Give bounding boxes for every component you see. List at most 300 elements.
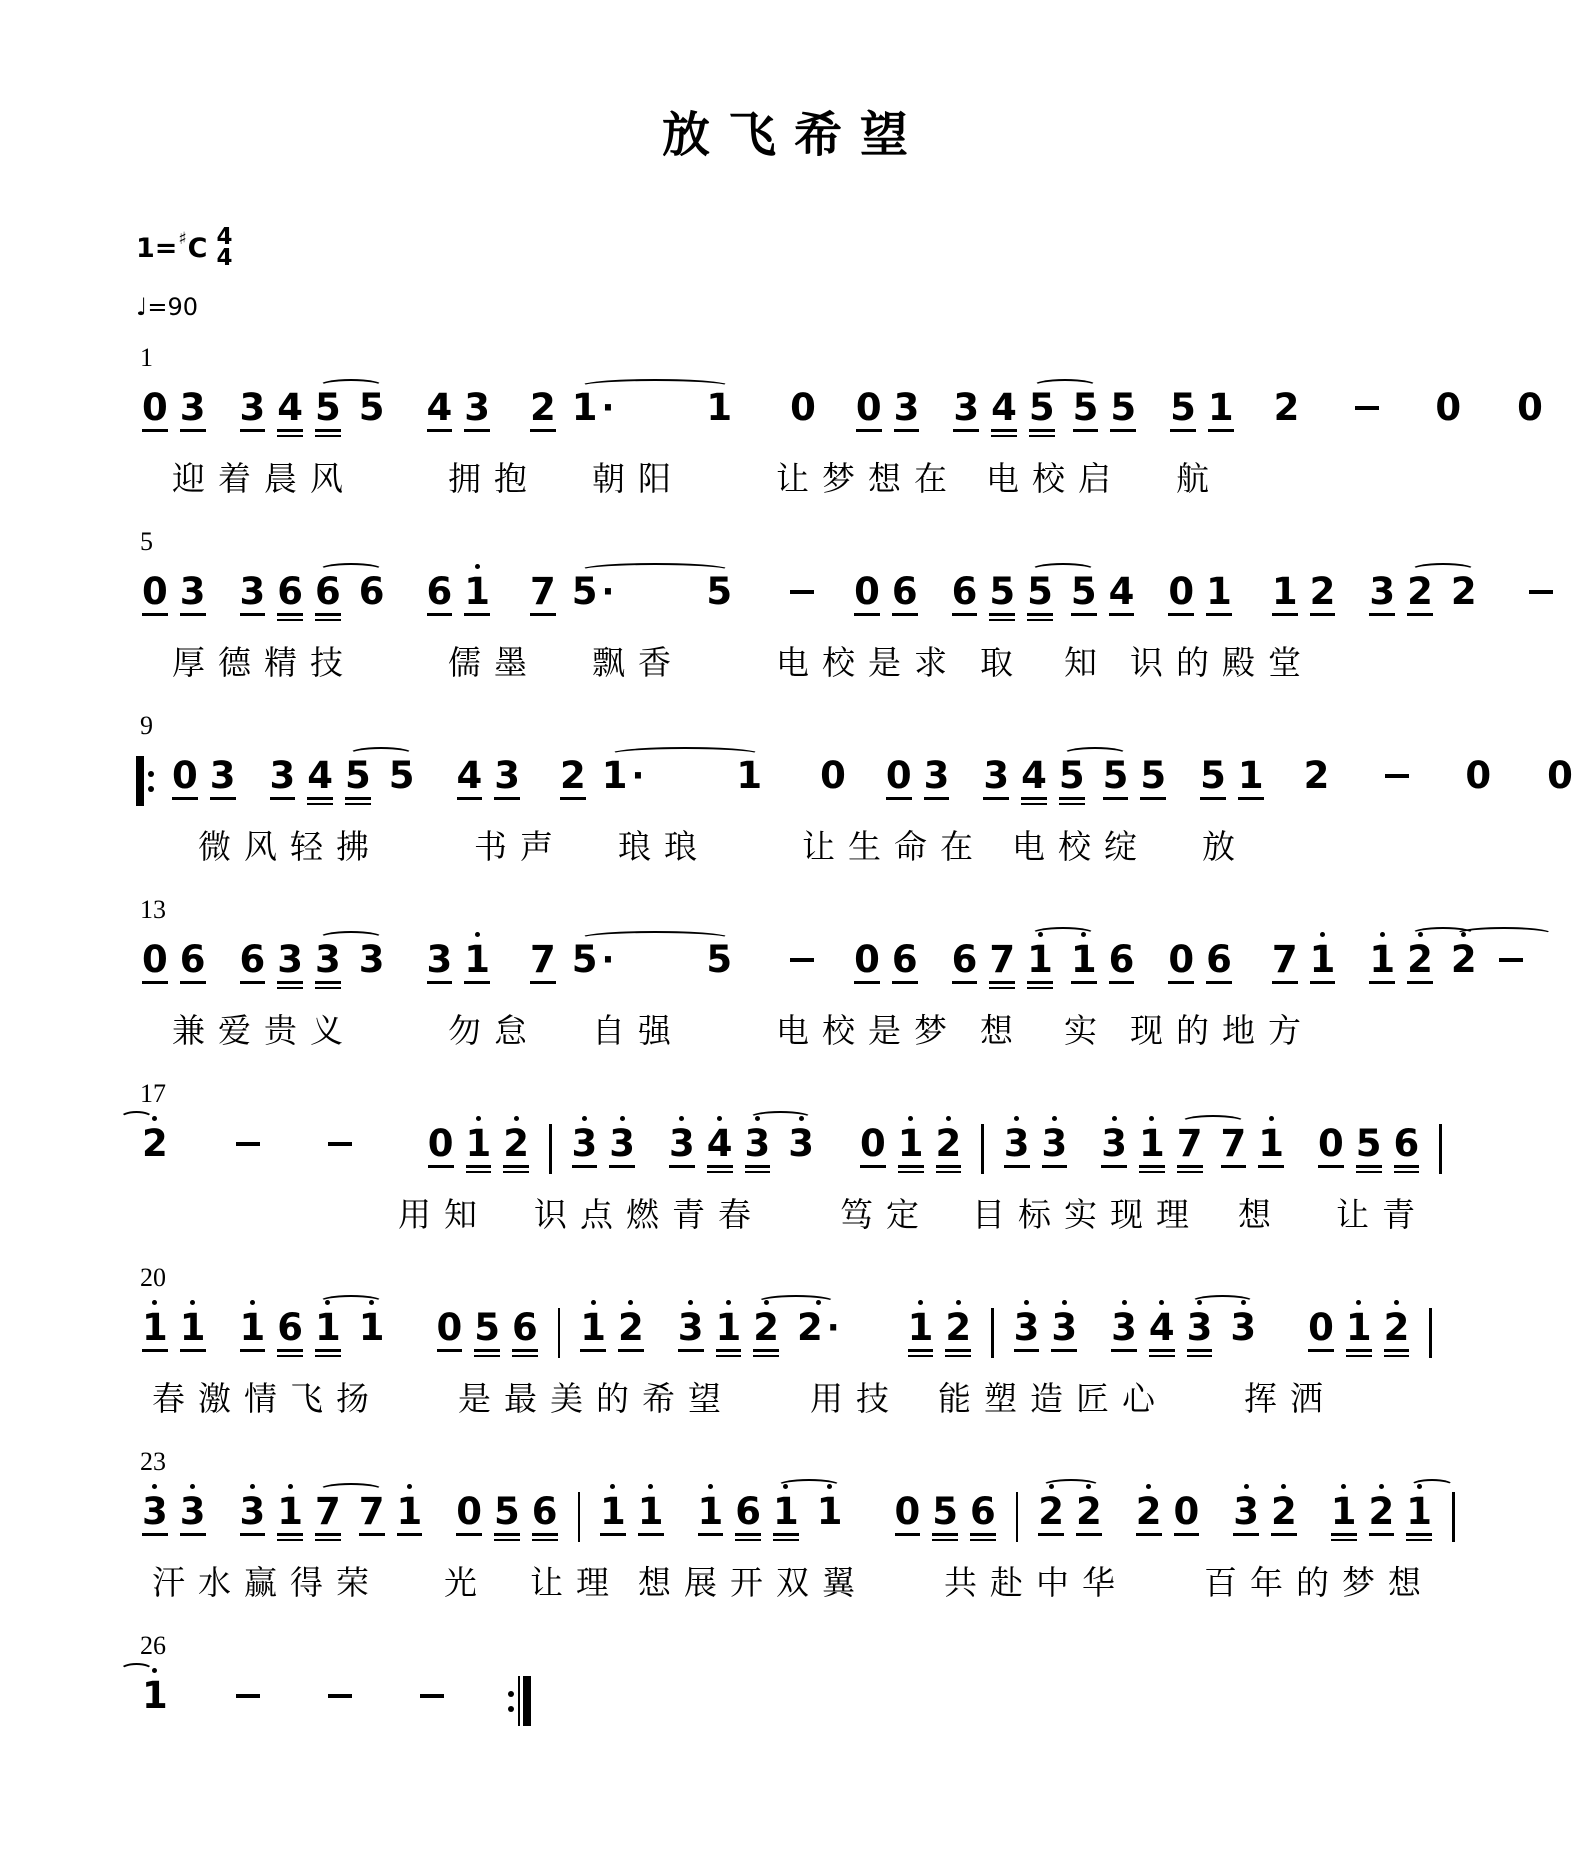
lyric-segment: 兼爱贵义 bbox=[172, 1014, 356, 1051]
note-digit: 0 bbox=[1318, 1122, 1344, 1166]
score-system bbox=[136, 525, 1478, 687]
note bbox=[848, 927, 886, 990]
lyric-segment: 实 bbox=[1064, 1014, 1110, 1051]
thick-barline bbox=[523, 1676, 531, 1726]
beam-underline bbox=[142, 1349, 168, 1352]
beam-zone bbox=[1272, 610, 1298, 622]
beam-underline bbox=[1059, 797, 1085, 800]
beam-underline bbox=[678, 1349, 704, 1352]
note bbox=[391, 1479, 429, 1542]
beam-underline bbox=[494, 1539, 520, 1542]
beam-underline bbox=[1140, 797, 1166, 800]
note-digit: 0 bbox=[142, 386, 168, 430]
note bbox=[450, 1479, 488, 1542]
note-digit: 2 bbox=[945, 1306, 972, 1350]
beam-zone bbox=[600, 1530, 626, 1542]
note-digit: 6 bbox=[951, 938, 978, 982]
beam-zone bbox=[1206, 978, 1232, 990]
note bbox=[1134, 743, 1172, 806]
sheet-music-page bbox=[0, 96, 1588, 1791]
beam-zone bbox=[991, 426, 1017, 438]
beam-underline bbox=[1170, 429, 1196, 432]
beam-underline bbox=[1394, 1165, 1420, 1168]
octave-dot bbox=[190, 1484, 195, 1489]
beam-zone bbox=[359, 426, 385, 438]
beam-underline bbox=[1318, 1165, 1344, 1168]
beam-underline bbox=[1272, 981, 1298, 984]
beam-zone bbox=[1208, 426, 1234, 438]
note bbox=[234, 375, 272, 438]
beam-zone bbox=[970, 1530, 996, 1542]
beam-underline bbox=[1331, 1539, 1357, 1542]
note-digit: 1 bbox=[1207, 386, 1234, 430]
beam-zone bbox=[180, 1346, 206, 1358]
octave-dot bbox=[620, 1116, 625, 1121]
note bbox=[1104, 375, 1142, 438]
note-digit: 5 bbox=[1070, 570, 1097, 614]
octave-dot bbox=[1244, 1484, 1249, 1489]
beam-zone bbox=[142, 1162, 168, 1174]
beam-underline bbox=[512, 1349, 538, 1352]
note-digit: 3 bbox=[893, 386, 920, 430]
note-digit: 0 bbox=[1465, 754, 1492, 798]
note-digit: 3 bbox=[426, 938, 453, 982]
beam-zone bbox=[328, 1146, 352, 1158]
note-digit: 1 bbox=[736, 754, 763, 798]
beam-zone bbox=[1168, 610, 1194, 622]
beam-underline bbox=[745, 1171, 771, 1174]
note-digit: 0 bbox=[1168, 938, 1195, 982]
note bbox=[1511, 375, 1549, 438]
octave-dot bbox=[152, 1300, 157, 1305]
note bbox=[1227, 1479, 1265, 1542]
note bbox=[603, 1111, 641, 1174]
beam-zone bbox=[427, 978, 453, 990]
beam-underline bbox=[1149, 1355, 1175, 1358]
lyric-segment: 迎着晨风 bbox=[172, 462, 356, 499]
beam-zone bbox=[1407, 978, 1433, 990]
dash-note bbox=[230, 1111, 266, 1158]
beam-underline bbox=[315, 1539, 341, 1542]
beam-underline bbox=[745, 1165, 771, 1168]
beam-zone bbox=[1073, 426, 1099, 438]
beam-underline bbox=[532, 1539, 558, 1542]
note bbox=[174, 927, 212, 990]
beam-zone bbox=[172, 794, 198, 806]
beam-zone bbox=[1356, 1162, 1382, 1174]
octave-dot bbox=[250, 1484, 255, 1489]
beam-zone bbox=[532, 1530, 558, 1542]
beam-underline bbox=[1407, 981, 1433, 984]
beam-zone bbox=[270, 794, 296, 806]
beam-zone bbox=[240, 1530, 266, 1542]
octave-dot bbox=[1379, 1484, 1384, 1489]
note bbox=[1304, 927, 1342, 990]
lyric-segment: 能塑造匠心 bbox=[938, 1382, 1168, 1419]
note-digit: 1 bbox=[179, 1306, 206, 1350]
music-area bbox=[136, 224, 1573, 1791]
lyric-segment: 朝阳 bbox=[592, 462, 684, 499]
note-digit: 4 bbox=[706, 1122, 733, 1166]
beam-zone bbox=[1435, 426, 1461, 438]
beam-zone bbox=[530, 426, 556, 438]
beam-zone bbox=[706, 978, 732, 990]
beam-underline bbox=[1406, 1533, 1432, 1536]
beam-underline bbox=[886, 797, 912, 800]
note-digit: 2 · bbox=[797, 1306, 840, 1350]
beam-underline bbox=[427, 429, 453, 432]
beam-underline bbox=[530, 429, 556, 432]
beam-zone bbox=[1346, 1346, 1372, 1358]
beam-zone bbox=[1547, 794, 1573, 806]
octave-dot bbox=[1341, 1484, 1346, 1489]
note-digit: 0 bbox=[820, 754, 846, 798]
beam-underline bbox=[530, 981, 556, 984]
beam-zone bbox=[277, 1346, 303, 1358]
note-digit: 3 bbox=[953, 386, 980, 430]
note bbox=[1541, 743, 1579, 806]
note bbox=[1459, 743, 1497, 806]
beam-zone bbox=[895, 1530, 921, 1542]
beam-underline bbox=[1369, 981, 1395, 984]
beam-zone bbox=[790, 594, 814, 606]
beam-underline bbox=[716, 1349, 742, 1352]
beam-zone bbox=[1139, 1162, 1165, 1174]
note bbox=[594, 1479, 632, 1542]
beam-zone bbox=[1517, 426, 1543, 438]
lyric-segment: 挥洒 bbox=[1244, 1382, 1336, 1419]
note-digit: 3 bbox=[1111, 1306, 1137, 1350]
octave-dot bbox=[475, 932, 480, 937]
note-digit: 0 bbox=[142, 938, 168, 982]
beam-zone bbox=[494, 1530, 520, 1542]
lyric-segment: 汗水赢得荣 bbox=[152, 1566, 382, 1603]
beam-underline bbox=[307, 797, 333, 800]
note bbox=[947, 375, 985, 438]
note bbox=[632, 1479, 670, 1542]
note bbox=[271, 375, 309, 438]
repeat-dot bbox=[148, 771, 154, 777]
beam-zone bbox=[602, 794, 645, 806]
lyrics-row bbox=[136, 1377, 1478, 1423]
lyric-segment: 电校是求 bbox=[776, 646, 960, 683]
note-digit: 5 bbox=[932, 1490, 958, 1534]
note-digit: 4 bbox=[991, 386, 1017, 430]
note-digit: 6 bbox=[735, 1490, 761, 1534]
beam-underline bbox=[989, 981, 1015, 984]
note bbox=[1312, 1111, 1350, 1174]
lyrics-row bbox=[136, 1009, 1478, 1055]
beam-underline bbox=[494, 797, 520, 800]
beam-underline bbox=[560, 797, 586, 800]
note-digit: 2 bbox=[1407, 570, 1433, 614]
beam-zone bbox=[1465, 794, 1491, 806]
beam-underline bbox=[1076, 1533, 1102, 1536]
tempo-note-icon: ♩ bbox=[136, 293, 148, 322]
octave-dot bbox=[610, 1484, 615, 1489]
note-digit: 3 bbox=[571, 1122, 598, 1166]
beam-underline bbox=[1139, 1165, 1165, 1168]
barline bbox=[981, 1124, 984, 1174]
lyric-segment: 知 bbox=[1064, 646, 1110, 683]
note-digit: 1 bbox=[1206, 570, 1232, 614]
beam-underline bbox=[1027, 619, 1053, 622]
dash-note bbox=[1349, 375, 1385, 422]
note-digit: 6 bbox=[1206, 938, 1232, 982]
note-digit: 2 bbox=[1407, 938, 1433, 982]
beam-zone bbox=[817, 1530, 843, 1542]
beam-underline bbox=[345, 797, 371, 800]
beam-zone bbox=[512, 1346, 538, 1358]
beam-zone bbox=[1111, 1346, 1137, 1358]
note bbox=[204, 743, 242, 806]
note-digit: 7 bbox=[315, 1490, 341, 1534]
score-system bbox=[136, 1261, 1478, 1423]
augmentation-dot: · bbox=[601, 571, 615, 612]
dash-note bbox=[230, 1663, 266, 1710]
beam-zone bbox=[142, 610, 168, 622]
beam-zone bbox=[898, 1162, 924, 1174]
beam-underline bbox=[210, 797, 236, 800]
beam-zone bbox=[1042, 1162, 1068, 1174]
note-digit: 3 bbox=[744, 1122, 771, 1166]
note-digit: 4 bbox=[277, 386, 303, 430]
beam-underline bbox=[277, 1539, 303, 1542]
note bbox=[458, 375, 496, 438]
note bbox=[174, 559, 212, 622]
beam-underline bbox=[1331, 1533, 1357, 1536]
note bbox=[1429, 375, 1467, 438]
beam-zone bbox=[886, 794, 912, 806]
beam-underline bbox=[1109, 981, 1135, 984]
note-digit: 1 bbox=[637, 1490, 664, 1534]
note-digit: 5 bbox=[474, 1306, 500, 1350]
note-digit: 3 bbox=[1003, 1122, 1030, 1166]
beam-zone bbox=[989, 610, 1015, 622]
beam-zone bbox=[1331, 1530, 1357, 1542]
note-digit: 1 bbox=[1070, 938, 1097, 982]
beam-underline bbox=[532, 1533, 558, 1536]
note bbox=[1162, 927, 1200, 990]
beam-zone bbox=[1529, 594, 1553, 606]
beam-zone bbox=[180, 426, 206, 438]
octave-dot bbox=[1380, 932, 1385, 937]
tempo-marking bbox=[136, 293, 1478, 322]
beam-zone bbox=[345, 794, 371, 806]
beam-underline bbox=[456, 1533, 482, 1536]
beam-underline bbox=[1101, 1165, 1127, 1168]
note-digit: 1 bbox=[1258, 1122, 1284, 1166]
lyric-segment: 电校是梦 bbox=[776, 1014, 960, 1051]
beam-zone bbox=[1304, 794, 1330, 806]
beam-zone bbox=[494, 794, 520, 806]
octave-dot bbox=[1112, 1116, 1117, 1121]
beam-underline bbox=[307, 803, 333, 806]
note bbox=[271, 559, 309, 622]
note-digit: 2 bbox=[1271, 1490, 1297, 1534]
beam-zone bbox=[1101, 1162, 1127, 1174]
measure-number: 5 bbox=[140, 527, 153, 557]
note-digit: 7 bbox=[989, 938, 1016, 982]
beam-underline bbox=[970, 1533, 996, 1536]
beam-underline bbox=[908, 1355, 934, 1358]
note-digit: 1 bbox=[697, 1490, 724, 1534]
beam-zone bbox=[240, 426, 266, 438]
note bbox=[692, 1479, 730, 1542]
beam-underline bbox=[773, 1539, 799, 1542]
note bbox=[174, 1479, 212, 1542]
note-digit: 0 bbox=[854, 938, 880, 982]
beam-underline bbox=[142, 981, 168, 984]
note bbox=[506, 1295, 544, 1358]
note-digit: 0 bbox=[1168, 570, 1195, 614]
lyric-segment: 让梦想在 bbox=[776, 462, 960, 499]
note bbox=[488, 1479, 526, 1542]
note-digit: 2 bbox=[1450, 570, 1477, 614]
beam-zone bbox=[1149, 1346, 1175, 1358]
beam-zone bbox=[277, 426, 303, 438]
note-digit: 2 bbox=[1273, 386, 1300, 430]
note-digit: 6 bbox=[315, 570, 341, 614]
note bbox=[1268, 375, 1306, 438]
lyric-segment: 笃定 bbox=[840, 1198, 932, 1235]
beam-zone bbox=[1174, 1530, 1200, 1542]
note-digit: 2 bbox=[1303, 754, 1330, 798]
beam-zone bbox=[1369, 978, 1395, 990]
beam-underline bbox=[464, 981, 490, 984]
note-digit: 5 bbox=[1140, 754, 1167, 798]
beam-zone bbox=[1200, 794, 1226, 806]
beam-underline bbox=[1258, 1165, 1284, 1168]
beam-underline bbox=[669, 1165, 695, 1168]
note-digit: 1 bbox=[315, 1306, 341, 1350]
note-digit: 1 bbox=[142, 1674, 168, 1718]
beam-zone bbox=[1109, 610, 1135, 622]
note bbox=[983, 927, 1021, 990]
beam-underline bbox=[609, 1165, 635, 1168]
beam-zone bbox=[1168, 978, 1194, 990]
note-digit: 7 bbox=[530, 938, 556, 982]
note-digit: 2 bbox=[1450, 938, 1477, 982]
beam-underline bbox=[1149, 1349, 1175, 1352]
octave-dot bbox=[1052, 1116, 1057, 1121]
beam-zone bbox=[790, 426, 816, 438]
note-digit: 0 bbox=[436, 1306, 463, 1350]
beam-underline bbox=[503, 1165, 529, 1168]
beam-underline bbox=[1271, 1533, 1297, 1536]
beam-zone bbox=[1038, 1530, 1064, 1542]
note bbox=[1304, 559, 1342, 622]
beam-zone bbox=[894, 426, 920, 438]
note bbox=[946, 927, 984, 990]
repeat-dot bbox=[508, 1691, 514, 1697]
note bbox=[1105, 1295, 1143, 1358]
note-digit: 5 · bbox=[571, 938, 615, 982]
note-digit: 1 bbox=[715, 1306, 742, 1350]
beam-zone bbox=[1187, 1346, 1213, 1358]
beam-zone bbox=[952, 978, 978, 990]
beam-zone bbox=[428, 1162, 454, 1174]
note-digit: 3 bbox=[677, 1306, 704, 1350]
augmentation-dot: · bbox=[601, 387, 615, 428]
beam-zone bbox=[945, 1346, 971, 1358]
note-digit: 1 bbox=[464, 938, 490, 982]
beam-underline bbox=[735, 1533, 761, 1536]
note-digit: 6 bbox=[277, 1306, 303, 1350]
beam-underline bbox=[1136, 1533, 1162, 1536]
beam-underline bbox=[172, 797, 198, 800]
beam-zone bbox=[698, 1530, 724, 1542]
octave-dot bbox=[918, 1300, 923, 1305]
beam-zone bbox=[773, 1530, 799, 1542]
octave-dot bbox=[1149, 1116, 1154, 1121]
beam-zone bbox=[989, 978, 1015, 990]
beam-zone bbox=[236, 1698, 260, 1710]
beam-zone bbox=[669, 1162, 695, 1174]
note-digit: 1 bbox=[396, 1490, 423, 1534]
beam-zone bbox=[736, 794, 762, 806]
note bbox=[166, 743, 204, 806]
beam-zone bbox=[1221, 1162, 1247, 1174]
repeat-dots bbox=[508, 1691, 514, 1712]
note bbox=[1164, 375, 1202, 438]
beam-zone bbox=[1029, 426, 1055, 438]
lyric-segment: 识的殿堂 bbox=[1130, 646, 1314, 683]
repeat-dots bbox=[148, 771, 154, 792]
beam-zone bbox=[1076, 1530, 1102, 1542]
note-digit: 5 bbox=[706, 570, 733, 614]
beam-zone bbox=[1369, 1530, 1395, 1542]
barline bbox=[578, 1492, 581, 1542]
beam-zone bbox=[560, 794, 586, 806]
note-digit: 1 · bbox=[571, 386, 615, 430]
beam-zone bbox=[854, 978, 880, 990]
beam-underline bbox=[1029, 435, 1055, 438]
beam-zone bbox=[359, 978, 385, 990]
beam-zone bbox=[706, 610, 732, 622]
note bbox=[1325, 1479, 1363, 1542]
beam-zone bbox=[983, 794, 1009, 806]
beam-underline bbox=[1233, 1533, 1259, 1536]
note-digit: 5 bbox=[345, 754, 371, 798]
beam-underline bbox=[1021, 803, 1047, 806]
note-digit: 3 bbox=[277, 938, 303, 982]
beam-underline bbox=[983, 797, 1009, 800]
note bbox=[234, 559, 272, 622]
beam-underline bbox=[854, 981, 880, 984]
note bbox=[946, 559, 984, 622]
beam-underline bbox=[1174, 1533, 1200, 1536]
dash-note bbox=[1523, 559, 1559, 606]
beam-zone bbox=[678, 1346, 704, 1358]
octave-dot bbox=[190, 1300, 195, 1305]
score-system bbox=[136, 893, 1478, 1055]
note-digit: 1 bbox=[1309, 938, 1336, 982]
slur-arc bbox=[1410, 1479, 1455, 1493]
barline bbox=[1439, 1124, 1442, 1174]
note bbox=[1302, 1295, 1340, 1358]
note bbox=[1103, 559, 1141, 622]
beam-underline bbox=[1369, 613, 1395, 616]
note bbox=[889, 1479, 927, 1542]
beam-zone bbox=[1451, 610, 1477, 622]
note-digit: 7 bbox=[1220, 1122, 1247, 1166]
beam-zone bbox=[572, 1162, 598, 1174]
note-digit: 0 bbox=[1435, 386, 1462, 430]
octave-dot bbox=[152, 1484, 157, 1489]
beam-zone bbox=[1110, 426, 1136, 438]
note bbox=[663, 1111, 701, 1174]
